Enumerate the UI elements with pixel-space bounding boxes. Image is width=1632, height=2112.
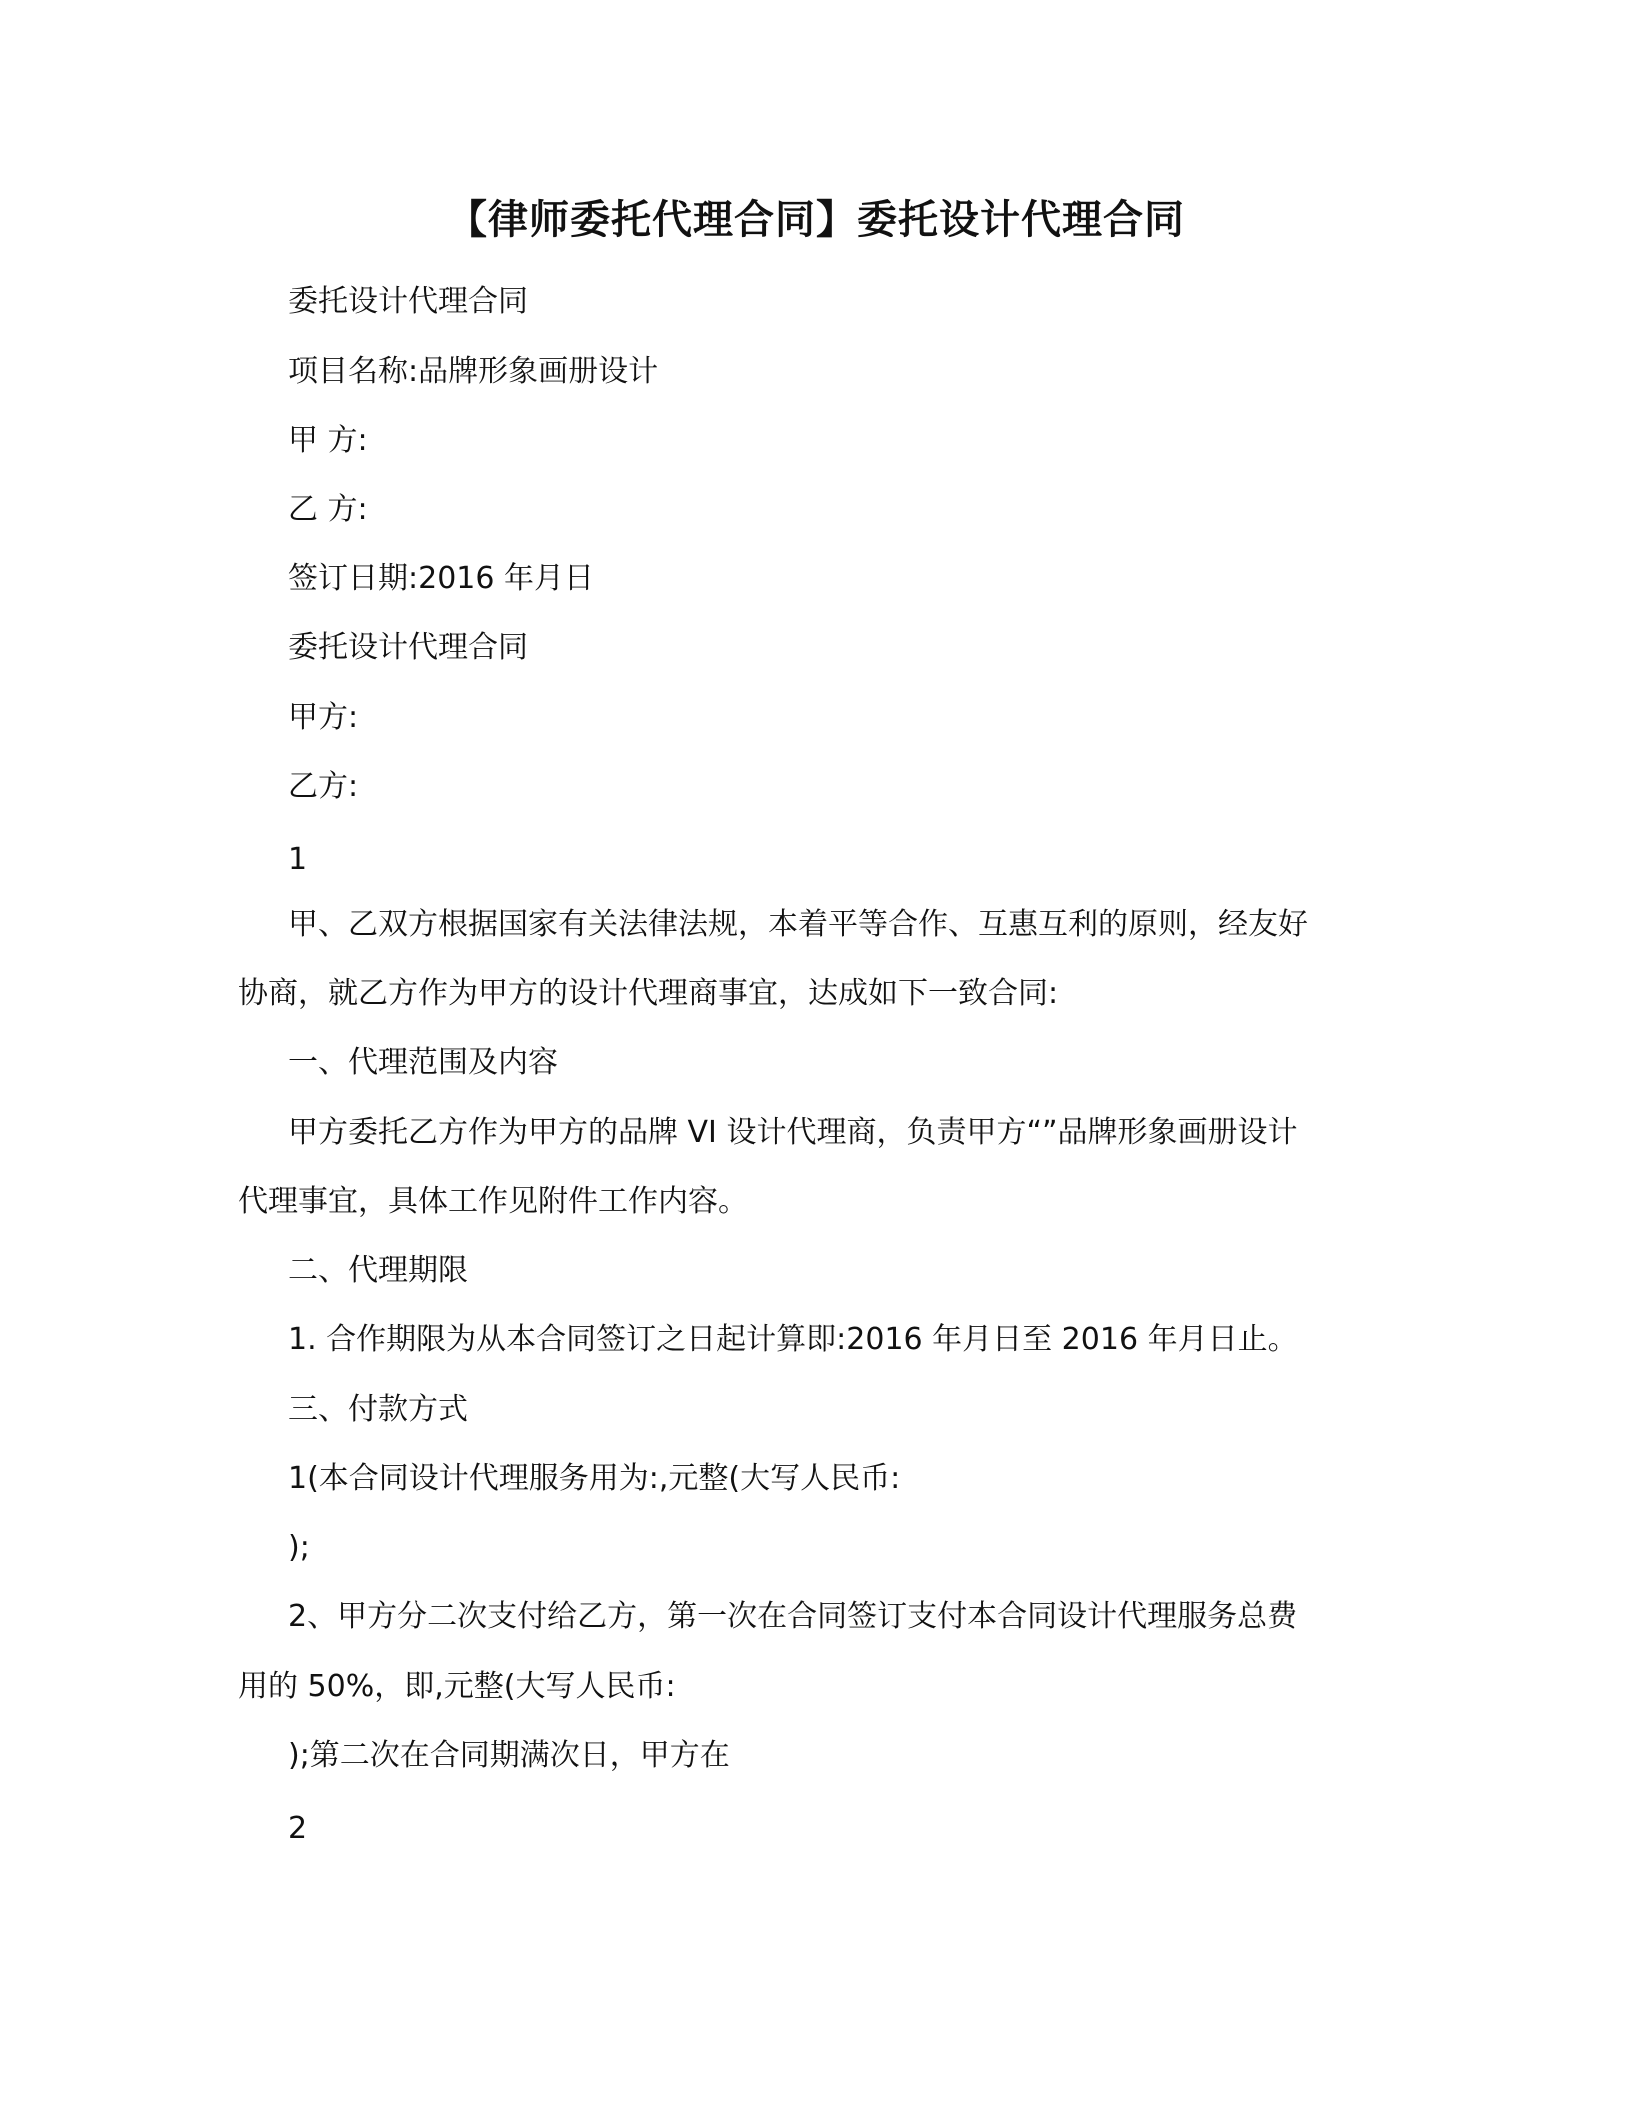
page-number-2: 2 xyxy=(288,1811,308,1846)
paragraph-payment-1: 1(本合同设计代理服务用为:,元整(大写人民币: xyxy=(288,1461,901,1496)
paragraph-payment-2-line-2: 用的 50%，即,元整(大写人民币: xyxy=(238,1669,676,1704)
paragraph-scope-line-1: 甲方委托乙方作为甲方的品牌 VI 设计代理商，负责甲方“”品牌形象画册设计 xyxy=(288,1115,1298,1150)
paragraph-payment-2-line-1: 2、甲方分二次支付给乙方，第一次在合同签订支付本合同设计代理服务总费 xyxy=(288,1599,1298,1634)
line-contract-name: 委托设计代理合同 xyxy=(288,284,528,319)
line-party-a: 甲 方: xyxy=(288,423,368,458)
paragraph-payment-2-line-3: );第二次在合同期满次日，甲方在 xyxy=(288,1738,730,1773)
line-project-name: 项目名称:品牌形象画册设计 xyxy=(288,354,659,389)
section-heading-term: 二、代理期限 xyxy=(288,1253,468,1288)
section-heading-scope: 一、代理范围及内容 xyxy=(288,1045,558,1080)
line-party-b: 乙 方: xyxy=(288,492,368,527)
paragraph-term: 1. 合作期限为从本合同签订之日起计算即:2016 年月日至 2016 年月日止。 xyxy=(288,1322,1298,1357)
page-number-1: 1 xyxy=(288,842,308,877)
line-party-a-2: 甲方: xyxy=(288,700,359,735)
line-party-b-2: 乙方: xyxy=(288,769,359,804)
paragraph-intro-line-2: 协商，就乙方作为甲方的设计代理商事宜，达成如下一致合同: xyxy=(238,976,1059,1011)
section-heading-payment: 三、付款方式 xyxy=(288,1392,468,1427)
paragraph-intro-line-1: 甲、乙双方根据国家有关法律法规，本着平等合作、互惠互利的原则，经友好 xyxy=(288,907,1308,942)
paragraph-scope-line-2: 代理事宜，具体工作见附件工作内容。 xyxy=(238,1184,748,1219)
document-title: 【律师委托代理合同】委托设计代理合同 xyxy=(447,197,1185,243)
paragraph-payment-1-end: ); xyxy=(288,1530,310,1565)
line-contract-name-2: 委托设计代理合同 xyxy=(288,630,528,665)
line-sign-date: 签订日期:2016 年月日 xyxy=(288,561,594,596)
